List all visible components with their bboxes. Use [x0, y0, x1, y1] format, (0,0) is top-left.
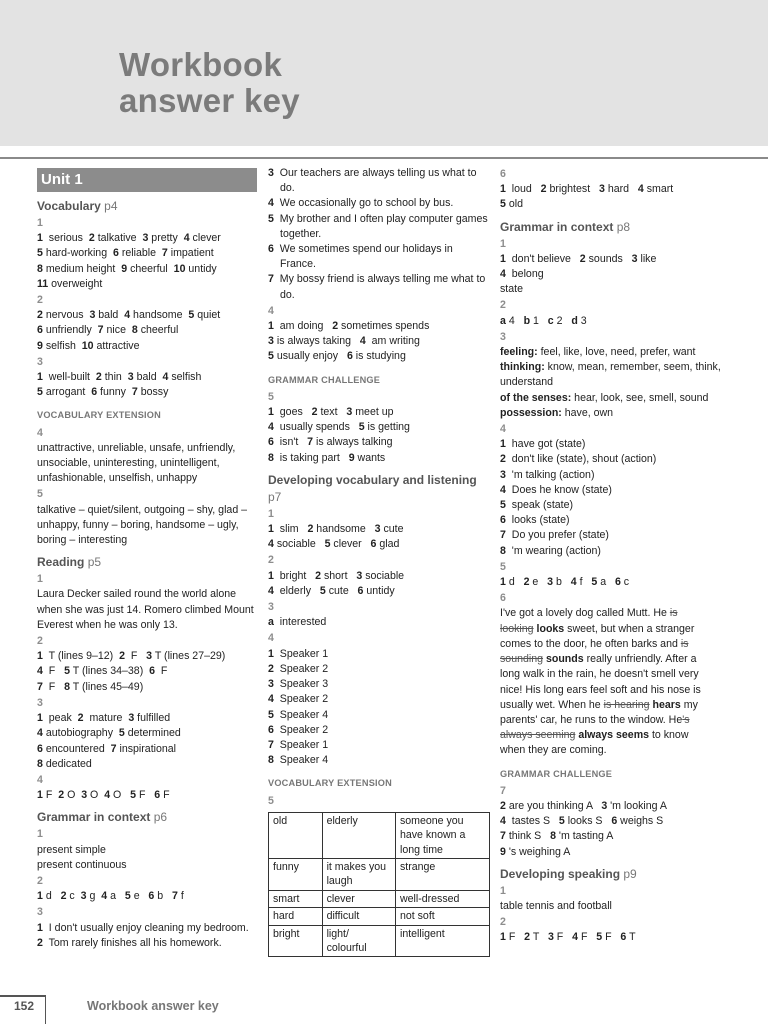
answer-text: talkative – quiet/silent, outgoing – shy, glad – unhappy, funny – boring, handsome – ugly, boring – interesting: [37, 503, 248, 547]
exercise-number: 2: [500, 916, 506, 929]
subsection-heading: GRAMMAR CHALLENGE: [268, 374, 381, 385]
exercise-number: 2: [500, 299, 506, 312]
table-cell: strange: [395, 858, 489, 890]
subsection-heading: VOCABULARY EXTENSION: [37, 410, 161, 421]
table-cell: well-dressed: [395, 890, 489, 907]
column-1: [37, 166, 257, 951]
table-cell: difficult: [322, 908, 395, 925]
page-ref: p6: [153, 810, 168, 825]
section-title: Grammar in context: [500, 219, 614, 234]
exercise-number: 3: [37, 696, 43, 709]
column-3: [500, 166, 740, 946]
answer-line: 1 d 2 e 3 b 4 f 5 a 6 c: [500, 576, 630, 589]
table-cell: it makes you laugh: [322, 858, 395, 890]
title-line-1: Workbook: [119, 46, 283, 83]
subsection-heading: VOCABULARY EXTENSION: [268, 778, 392, 789]
exercise-number: 2: [37, 635, 43, 648]
answer-line: 2 nervous 3 bald 4 handsome 5 quiet: [37, 309, 221, 322]
table-cell: clever: [322, 890, 395, 907]
section-title: Reading: [37, 555, 85, 570]
section-heading: [37, 809, 257, 826]
answer-line: 7 Speaker 1: [268, 738, 329, 751]
answer-line: 5 Speaker 4: [268, 708, 329, 721]
table-cell: intelligent: [395, 925, 489, 957]
table-cell: not soft: [395, 908, 489, 925]
section-heading: [500, 866, 740, 883]
answer-line: 5 My brother and I often play computer games together.: [268, 212, 488, 240]
answer-line: 3 'm talking (action): [500, 468, 595, 481]
table-cell: hard: [269, 908, 323, 925]
exercise-number: 4: [268, 632, 274, 645]
section-title: Developing speaking: [500, 866, 621, 881]
answer-line: 4 belong: [500, 268, 544, 281]
section-title: Vocabulary: [37, 199, 101, 213]
answer-line: 7 My bossy friend is always telling me what to do.: [268, 273, 486, 301]
answer-line: 4 tastes S 5 looks S 6 weighs S: [500, 815, 664, 828]
answer-text: Laura Decker sailed round the world alone when she was just 14. Romero climbed Mount Everest when he was only 13.: [37, 588, 254, 631]
answer-line: 1 am doing 2 sometimes spends: [268, 320, 430, 333]
answer-line: 4 usually spends 5 is getting: [268, 421, 410, 434]
exercise-number: 4: [500, 423, 506, 436]
page-ref: p8: [616, 219, 631, 234]
section-heading: [268, 472, 490, 506]
table-cell: smart: [269, 890, 323, 907]
exercise-number: 3: [37, 355, 43, 368]
table-cell: light/ colourful: [322, 925, 395, 957]
answer-line: 2 are you thinking A 3 'm looking A: [500, 799, 667, 812]
exercise-number: 1: [500, 237, 506, 250]
answer-line: 1 don't believe 2 sounds 3 like: [500, 252, 657, 265]
answer-text: unattractive, unreliable, unsafe, unfriendly, unsociable, uninteresting, unintelligent, unfashionable, unselfish, unhappy: [37, 441, 236, 485]
exercise-number: 5: [268, 390, 274, 403]
answer-line: 1 loud 2 brightest 3 hard 4 smart: [500, 183, 674, 196]
answer-line: 11 overweight: [37, 277, 103, 290]
subsection-heading: GRAMMAR CHALLENGE: [500, 768, 613, 779]
exercise-number: 2: [37, 874, 43, 887]
table-cell: someone you have known a long time: [395, 812, 489, 858]
table-row: [269, 908, 490, 925]
answer-line: 1 peak 2 mature 3 fulfilled: [37, 712, 171, 725]
column-2: [268, 166, 490, 957]
answer-line: 3 Our teachers are always telling us what to do.: [268, 167, 477, 195]
answer-line: 6 isn't 7 is always talking: [268, 436, 393, 449]
answer-line: present simple: [37, 843, 106, 856]
section-heading: [500, 219, 740, 236]
answer-line: state: [500, 283, 523, 296]
answer-line: 6 Speaker 2: [268, 723, 329, 736]
exercise-number: 6: [500, 592, 506, 605]
answer-line: 7 F 8 T (lines 45–49): [37, 680, 144, 693]
answer-line: thinking: know, mean, remember, seem, think, understand: [500, 361, 721, 389]
answer-line: 8 Speaker 4: [268, 754, 329, 767]
answer-line: 4 We occasionally go to school by bus.: [268, 197, 454, 210]
table-cell: funny: [269, 858, 323, 890]
section-heading: [37, 198, 257, 215]
exercise-number: 5: [37, 488, 43, 501]
answer-line: 5 old: [500, 198, 523, 211]
answer-line: 1 have got (state): [500, 438, 586, 451]
page-title: [119, 47, 300, 119]
answer-line: of the senses: hear, look, see, smell, sound: [500, 391, 709, 404]
answer-line: 4 sociable 5 clever 6 glad: [268, 538, 400, 551]
answer-line: 1 F 2 T 3 F 4 F 5 F 6 T: [500, 931, 636, 944]
page-ref: p5: [87, 555, 102, 570]
answer-line: 4 autobiography 5 determined: [37, 727, 181, 740]
answer-line: 8 medium height 9 cheerful 10 untidy: [37, 262, 217, 275]
answer-line: 4 Speaker 2: [268, 693, 329, 706]
answer-line: 1 bright 2 short 3 sociable: [268, 569, 405, 582]
answer-line: 6 We sometimes spend our holidays in France.: [268, 243, 453, 271]
answer-line: 2 Tom rarely finishes all his homework.: [37, 936, 222, 949]
answer-line: possession: have, own: [500, 406, 614, 419]
exercise-number: 1: [500, 884, 506, 897]
page-ref: p4: [104, 199, 118, 213]
table-row: [269, 890, 490, 907]
answer-line: 1 I don't usually enjoy cleaning my bedroom.: [37, 921, 249, 934]
answer-line: 5 usually enjoy 6 is studying: [268, 350, 406, 363]
exercise-number: 1: [37, 573, 43, 586]
answer-line: 3 is always taking 4 am writing: [268, 335, 420, 348]
table-row: [269, 812, 490, 858]
exercise-number: 1: [37, 828, 43, 841]
answer-line: 6 unfriendly 7 nice 8 cheerful: [37, 324, 179, 337]
answer-line: 7 Do you prefer (state): [500, 529, 609, 542]
section-title: Developing vocabulary and listening: [268, 472, 477, 487]
exercise-number: 2: [37, 294, 43, 307]
answer-line: 3 Speaker 3: [268, 678, 329, 691]
answer-line: 4 F 5 T (lines 34–38) 6 F: [37, 665, 168, 678]
answer-line: 2 don't like (state), shout (action): [500, 453, 657, 466]
answer-line: 5 hard-working 6 reliable 7 impatient: [37, 247, 214, 260]
exercise-number: 2: [268, 554, 274, 567]
header-band: [0, 0, 768, 146]
page-ref: p7: [268, 489, 282, 504]
answer-line: 9 selfish 10 attractive: [37, 339, 140, 352]
exercise-number: 5: [500, 560, 506, 573]
header-rule: [0, 157, 768, 159]
exercise-number: 3: [37, 906, 43, 919]
table-cell: bright: [269, 925, 323, 957]
answer-line: 8 is taking part 9 wants: [268, 451, 386, 464]
page-number: 152: [0, 996, 46, 1024]
unit-heading: Unit 1: [37, 168, 257, 192]
answer-line: 5 arrogant 6 funny 7 bossy: [37, 386, 169, 399]
answer-line: table tennis and football: [500, 899, 612, 912]
answer-line: present continuous: [37, 858, 127, 871]
exercise-number: 3: [268, 601, 274, 614]
answer-line: 1 F 2 O 3 O 4 O 5 F 6 F: [37, 789, 170, 802]
answer-line: 8 dedicated: [37, 757, 92, 770]
answer-line: 4 elderly 5 cute 6 untidy: [268, 584, 395, 597]
exercise-number: 4: [37, 773, 43, 786]
answer-line: 1 goes 2 text 3 meet up: [268, 406, 394, 419]
table-row: [269, 925, 490, 957]
page-ref: p9: [623, 866, 637, 881]
answer-line: 7 think S 8 'm tasting A: [500, 830, 614, 843]
answer-line: 1 slim 2 handsome 3 cute: [268, 523, 404, 536]
exercise-number: 3: [500, 330, 506, 343]
table-row: [269, 858, 490, 890]
exercise-number: 7: [500, 784, 506, 797]
answer-line: 8 'm wearing (action): [500, 544, 601, 557]
answer-line: a interested: [268, 616, 327, 629]
answer-line: 1 serious 2 talkative 3 pretty 4 clever: [37, 232, 221, 245]
exercise-number: 4: [268, 304, 274, 317]
answer-text: I've got a lovely dog called Mutt. He is looking looks sweet, but when a stranger comes to the door, he often barks and is sounding sounds really unfriendly. After a long walk in the rain, he doesn't smell very nice! His long ears feel soft and his nose is usually wet. When he is hearing hears my parents' car, he runs to the window. He's always seeming always seems to know when they are coming.: [500, 607, 701, 757]
table-cell: elderly: [322, 812, 395, 858]
answer-line: 5 speak (state): [500, 499, 574, 512]
answer-line: 1 T (lines 9–12) 2 F 3 T (lines 27–29): [37, 650, 226, 663]
answer-line: 6 looks (state): [500, 514, 570, 527]
answer-line: 1 d 2 c 3 g 4 a 5 e 6 b 7 f: [37, 890, 184, 903]
answer-line: 2 Speaker 2: [268, 662, 329, 675]
vocabulary-table: [268, 812, 490, 958]
section-heading: [37, 554, 257, 571]
answer-line: 1 Speaker 1: [268, 647, 329, 660]
answer-line: 6 encountered 7 inspirational: [37, 742, 177, 755]
title-line-2: answer key: [119, 82, 300, 119]
answer-line: feeling: feel, like, love, need, prefer, want: [500, 346, 696, 359]
section-title: Grammar in context: [37, 810, 151, 825]
answer-line: 9 's weighing A: [500, 845, 571, 858]
answer-line: 1 well-built 2 thin 3 bald 4 selfish: [37, 371, 202, 384]
footer-label: Workbook answer key: [87, 999, 219, 1013]
table-cell: old: [269, 812, 323, 858]
exercise-number: 1: [37, 217, 43, 229]
exercise-number: 4: [37, 426, 43, 439]
answer-line: a 4 b 1 c 2 d 3: [500, 314, 587, 327]
exercise-number: 5: [268, 794, 274, 807]
exercise-number: 6: [500, 168, 506, 180]
answer-line: 4 Does he know (state): [500, 483, 612, 496]
exercise-number: 1: [268, 507, 274, 520]
